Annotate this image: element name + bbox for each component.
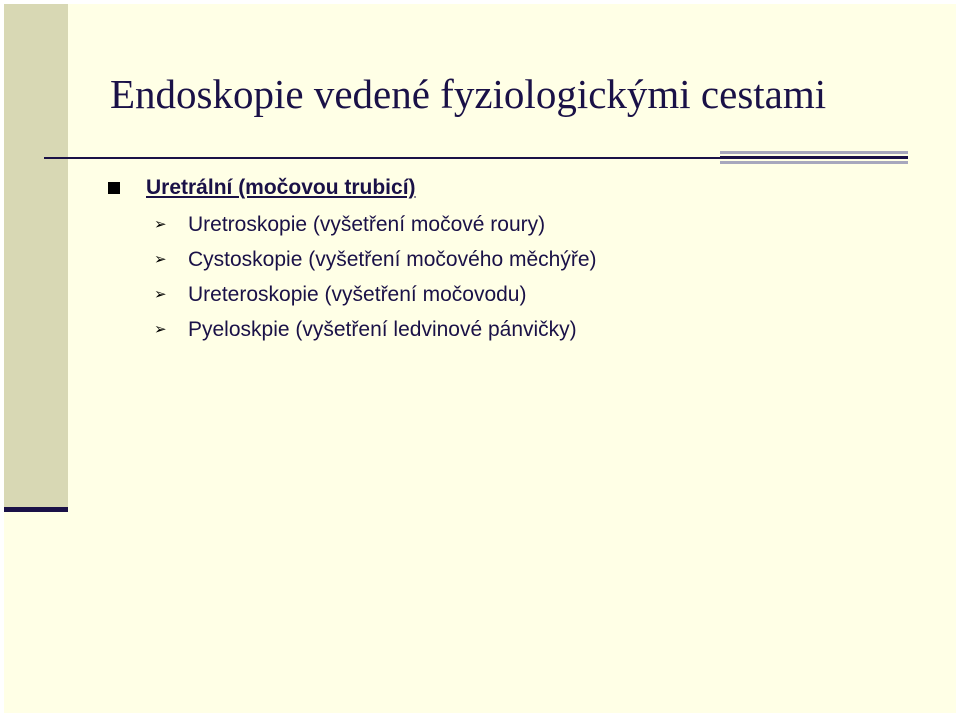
sub-bullet-text: Ureteroskopie (vyšetření močovodu) (188, 282, 527, 306)
sub-bullet-item (154, 312, 597, 347)
sub-bullet-item (154, 207, 597, 242)
arrow-bullet-icon: ➢ (154, 251, 167, 268)
slide-title: Endoskopie vedené fyziologickými cestami (110, 71, 827, 117)
arrow-bullet-icon: ➢ (154, 216, 167, 233)
sub-bullet-text: Cystoskopie (vyšetření močového měchýře) (188, 247, 597, 271)
slide-content (4, 4, 956, 713)
sub-bullet-text: Pyeloskpie (vyšetření ledvinové pánvičky) (188, 317, 577, 341)
arrow-bullet-icon: ➢ (154, 286, 167, 303)
slide (4, 4, 956, 713)
arrow-bullet-icon: ➢ (154, 321, 167, 338)
sub-bullet-list (154, 207, 597, 347)
square-bullet-icon (108, 182, 120, 194)
main-bullet (108, 174, 416, 202)
main-bullet-text: Uretrální (močovou trubicí) (146, 176, 416, 199)
sub-bullet-item (154, 277, 597, 312)
sub-bullet-text: Uretroskopie (vyšetření močové roury) (188, 212, 546, 236)
sub-bullet-item (154, 242, 597, 277)
